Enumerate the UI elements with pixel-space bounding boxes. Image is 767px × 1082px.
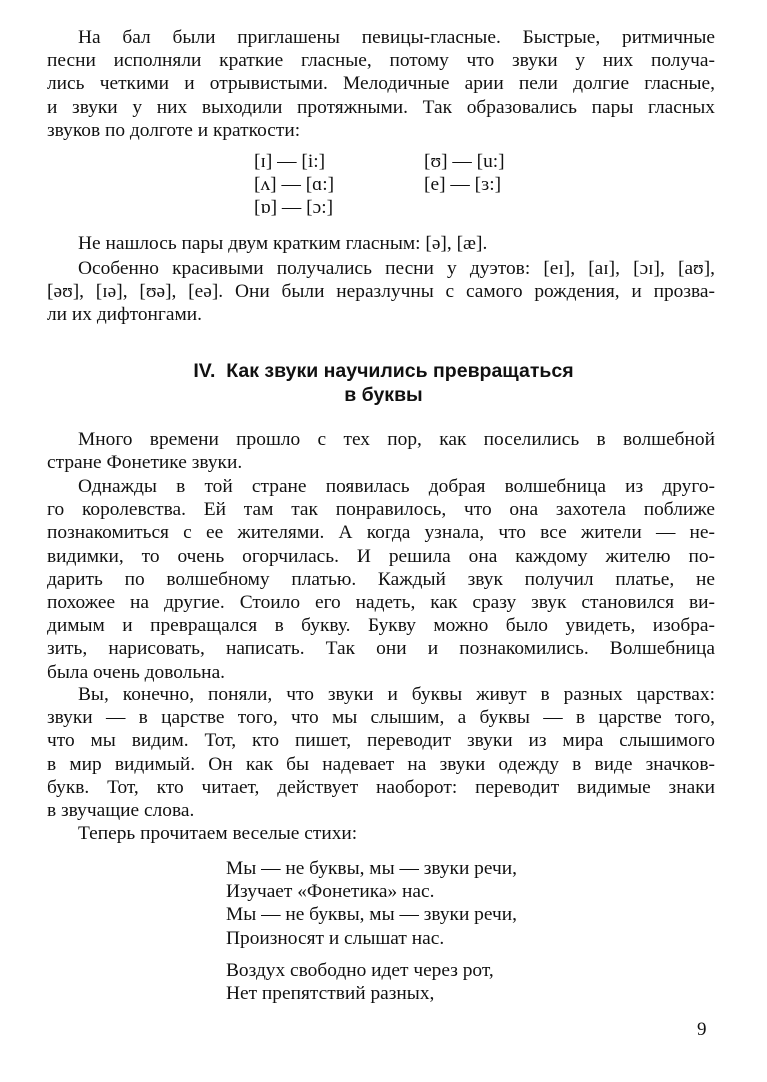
vowel-pairs-right (424, 150, 505, 196)
body-paragraph (47, 822, 715, 845)
text-line: Особенно красивыми получались песни у дуэтов: [eɪ], [aɪ], [ɔɪ], [aʊ], (78, 258, 715, 279)
text-line: песни исполняли краткие гласные, потому что звуки у них получа- (47, 50, 715, 72)
text-line: [əʊ], [ɪə], [ʊə], [eə]. Они были неразлучны с самого рождения, и прозва- (47, 281, 715, 303)
poem-line: Мы — не буквы, мы — звуки речи, (226, 904, 517, 926)
no-pair-paragraph (47, 232, 715, 255)
text-line: похожее на другие. Стоило его надеть, как сразу звук становился ви- (47, 592, 715, 614)
text-line: букв. Тот, кто читает, действует наоборот: переводит видимые знаки (47, 776, 715, 798)
poem-line: Воздух свободно идет через рот, (226, 960, 494, 981)
text-line: Не нашлось пары двум кратким гласным: [ə], [æ]. (78, 233, 488, 254)
text-line: лись четкими и отрывистыми. Мелодичные арии пели долгие гласные, (47, 73, 715, 95)
vowel-pair: [ʊ] — [u:] (424, 151, 505, 172)
vowel-pair: [e] — [ɜ:] (424, 174, 502, 196)
text-line: познакомиться с ее жителями. А когда узнала, что все жители — не- (47, 522, 715, 544)
poem-line: Изучает «Фонетика» нас. (226, 881, 435, 903)
body-paragraph (47, 475, 715, 684)
vowel-pairs-left (254, 150, 334, 220)
intro-paragraph (47, 26, 715, 142)
poem-stanza (226, 857, 517, 950)
text-line: в мир видимый. Он как бы надевает на звуки одежду в виде значков- (47, 753, 715, 775)
text-line: дарить по волшебному платью. Каждый звук получил платье, не (47, 568, 715, 590)
body-paragraph (47, 428, 715, 474)
section-heading (0, 359, 767, 407)
text-line: что мы видим. Тот, кто пишет, переводит звуки из мира слышимого (47, 730, 715, 752)
body-paragraph (47, 683, 715, 822)
text-line: На бал были приглашены певицы-гласные. Быстрые, ритмичные (78, 27, 715, 48)
text-line: Теперь прочитаем веселые стихи: (78, 823, 358, 844)
poem-line: Нет препятствий разных, (226, 983, 435, 1005)
text-line: стране Фонетике звуки. (47, 452, 243, 474)
text-line: видимки, то очень огорчилась. И решила она каждому жителю по- (47, 545, 715, 567)
section-heading-line: IV. Как звуки научились превращаться (193, 360, 574, 382)
vowel-pair: [ɪ] — [i:] (254, 151, 326, 172)
text-line: Много времени прошло с тех пор, как поселились в волшебной (78, 429, 715, 450)
text-line: го королевства. Ей там так понравилось, что она захотела поближе (47, 499, 715, 521)
text-line: звуков по долготе и краткости: (47, 119, 301, 141)
text-line: звуки — в царстве того, что мы слышим, а буквы — в царстве того, (47, 707, 715, 729)
section-heading-line: в буквы (344, 384, 423, 406)
text-line: Однажды в той стране появилась добрая волшебница из друго- (78, 476, 715, 497)
poem-line: Произносят и слышат нас. (226, 927, 445, 949)
text-line: и звуки у них выходили протяжными. Так образовались пары гласных (47, 96, 715, 118)
text-line: была очень довольна. (47, 661, 226, 683)
vowel-pair: [ʌ] — [ɑ:] (254, 174, 335, 196)
text-line: Вы, конечно, поняли, что звуки и буквы живут в разных царствах: (78, 684, 715, 705)
text-line: димым и превращался в букву. Букву можно было увидеть, изобра- (47, 615, 715, 637)
poem-line: Мы — не буквы, мы — звуки речи, (226, 858, 517, 879)
text-line: ли их дифтонгами. (47, 304, 202, 326)
vowel-pair: [ɒ] — [ɔ:] (254, 197, 334, 219)
diphthongs-paragraph (47, 257, 715, 327)
page-number: 9 (697, 1019, 707, 1040)
text-line: в звучащие слова. (47, 800, 195, 822)
poem-stanza (226, 959, 494, 1005)
text-line: зить, нарисовать, написать. Так они и познакомились. Волшебница (47, 638, 715, 660)
